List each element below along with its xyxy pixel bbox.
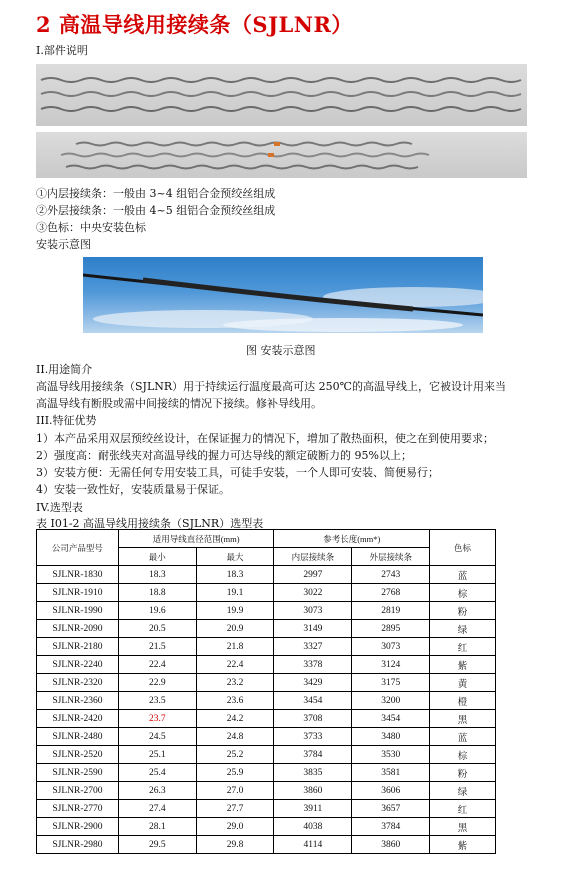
cell-model: SJLNR-2240 — [37, 656, 119, 674]
cell-min-diameter: 24.5 — [118, 728, 196, 746]
cell-outer-length: 3480 — [352, 728, 430, 746]
section-heading-selection: IV.选型表 — [36, 501, 83, 514]
cell-model: SJLNR-2090 — [37, 620, 119, 638]
cell-inner-length: 3911 — [274, 800, 352, 818]
cell-inner-length: 3454 — [274, 692, 352, 710]
cell-max-diameter: 29.8 — [196, 836, 274, 854]
cell-max-diameter: 25.2 — [196, 746, 274, 764]
cell-max-diameter: 19.9 — [196, 602, 274, 620]
header-model: 公司产品型号 — [37, 530, 119, 566]
table-row — [37, 584, 496, 602]
cell-model: SJLNR-2480 — [37, 728, 119, 746]
cell-inner-length: 4038 — [274, 818, 352, 836]
cell-outer-length: 3606 — [352, 782, 430, 800]
cell-max-diameter: 27.7 — [196, 800, 274, 818]
cell-max-diameter: 22.4 — [196, 656, 274, 674]
cell-outer-length: 3657 — [352, 800, 430, 818]
cell-max-diameter: 21.8 — [196, 638, 274, 656]
cell-model: SJLNR-2590 — [37, 764, 119, 782]
cell-max-diameter: 24.2 — [196, 710, 274, 728]
cell-min-diameter: 25.4 — [118, 764, 196, 782]
strands-illustration-2 — [36, 132, 527, 178]
table-row — [37, 728, 496, 746]
cell-model: SJLNR-2900 — [37, 818, 119, 836]
cell-min-diameter: 22.9 — [118, 674, 196, 692]
table-row — [37, 602, 496, 620]
cell-model: SJLNR-2320 — [37, 674, 119, 692]
cell-color-mark: 蓝 — [430, 728, 496, 746]
cell-color-mark: 红 — [430, 800, 496, 818]
header-outer: 外层接续条 — [352, 548, 430, 566]
figure-caption: 图 安装示意图 — [246, 344, 316, 357]
cell-min-diameter: 20.5 — [118, 620, 196, 638]
cell-min-diameter: 29.5 — [118, 836, 196, 854]
header-color-mark: 色标 — [430, 530, 496, 566]
cell-outer-length: 3073 — [352, 638, 430, 656]
cell-outer-length: 3860 — [352, 836, 430, 854]
cell-outer-length: 3200 — [352, 692, 430, 710]
cell-color-mark: 黄 — [430, 674, 496, 692]
cell-inner-length: 2997 — [274, 566, 352, 584]
cell-min-diameter: 21.5 — [118, 638, 196, 656]
cell-inner-length: 3860 — [274, 782, 352, 800]
table-row — [37, 836, 496, 854]
section-heading-usage: II.用途简介 — [36, 363, 93, 376]
cell-max-diameter: 20.9 — [196, 620, 274, 638]
part-item-1: ①内层接续条：一般由 3~4 组铝合金预绞丝组成 — [36, 187, 276, 200]
cell-color-mark: 粉 — [430, 764, 496, 782]
cell-min-diameter: 26.3 — [118, 782, 196, 800]
selection-table — [36, 529, 496, 854]
cell-inner-length: 3022 — [274, 584, 352, 602]
feature-item-3: 3）安装方便：无需任何专用安装工具，可徒手安装，一个人即可安装、简便易行； — [36, 466, 439, 479]
cell-model: SJLNR-2700 — [37, 782, 119, 800]
cell-min-diameter: 27.4 — [118, 800, 196, 818]
parts-photo-1 — [36, 64, 527, 126]
installed-conductor-illustration — [83, 257, 483, 333]
table-row — [37, 566, 496, 584]
cell-max-diameter: 18.3 — [196, 566, 274, 584]
cell-color-mark: 绿 — [430, 620, 496, 638]
part-item-2: ②外层接续条：一般由 4~5 组铝合金预绞丝组成 — [36, 204, 276, 217]
cell-color-mark: 粉 — [430, 602, 496, 620]
cell-inner-length: 3327 — [274, 638, 352, 656]
table-row — [37, 620, 496, 638]
install-diagram-label: 安装示意图 — [36, 238, 91, 251]
cell-min-diameter: 28.1 — [118, 818, 196, 836]
cell-model: SJLNR-1910 — [37, 584, 119, 602]
cell-inner-length: 3429 — [274, 674, 352, 692]
cell-min-diameter: 23.5 — [118, 692, 196, 710]
cell-min-diameter: 18.3 — [118, 566, 196, 584]
cell-color-mark: 绿 — [430, 782, 496, 800]
cell-model: SJLNR-2420 — [37, 710, 119, 728]
cell-color-mark: 红 — [430, 638, 496, 656]
cell-max-diameter: 25.9 — [196, 764, 274, 782]
usage-text-1: 高温导线用接续条（SJLNR）用于持续运行温度最高可达 250℃的高温导线上，它被设计用来当 — [36, 380, 506, 393]
part-item-3: ③色标：中央安装色标 — [36, 221, 146, 234]
cell-max-diameter: 23.2 — [196, 674, 274, 692]
section-heading-parts: I.部件说明 — [36, 44, 88, 57]
header-inner: 内层接续条 — [274, 548, 352, 566]
cell-outer-length: 2819 — [352, 602, 430, 620]
cell-inner-length: 3733 — [274, 728, 352, 746]
cell-model: SJLNR-1830 — [37, 566, 119, 584]
cell-color-mark: 棕 — [430, 584, 496, 602]
table-caption: 表 I01-2 高温导线用接续条（SJLNR）选型表 — [36, 517, 264, 530]
cell-outer-length: 3784 — [352, 818, 430, 836]
table-row — [37, 818, 496, 836]
cell-outer-length: 3124 — [352, 656, 430, 674]
cell-min-diameter: 19.6 — [118, 602, 196, 620]
table-row — [37, 656, 496, 674]
cell-outer-length: 2768 — [352, 584, 430, 602]
section-heading-features: III.特征优势 — [36, 414, 97, 427]
table-row — [37, 638, 496, 656]
cell-inner-length: 4114 — [274, 836, 352, 854]
table-row — [37, 764, 496, 782]
cell-inner-length: 3378 — [274, 656, 352, 674]
cell-outer-length: 3454 — [352, 710, 430, 728]
cell-min-diameter: 18.8 — [118, 584, 196, 602]
header-reference-length: 参考长度(mm*) — [274, 530, 430, 548]
cell-outer-length: 3530 — [352, 746, 430, 764]
cell-model: SJLNR-2770 — [37, 800, 119, 818]
cell-max-diameter: 23.6 — [196, 692, 274, 710]
cell-model: SJLNR-2360 — [37, 692, 119, 710]
cell-model: SJLNR-2980 — [37, 836, 119, 854]
cell-max-diameter: 24.8 — [196, 728, 274, 746]
table-row — [37, 692, 496, 710]
parts-photo-2 — [36, 132, 527, 178]
strands-illustration — [36, 64, 527, 126]
cell-min-diameter: 23.7 — [118, 710, 196, 728]
page-title: 2 高温导线用接续条（SJLNR） — [36, 12, 353, 37]
usage-text-2: 高温导线有断股或需中间接续的情况下接续。修补导线用。 — [36, 397, 322, 410]
cell-inner-length: 3073 — [274, 602, 352, 620]
cell-inner-length: 3708 — [274, 710, 352, 728]
table-row — [37, 800, 496, 818]
cell-color-mark: 蓝 — [430, 566, 496, 584]
feature-item-4: 4）安装一致性好，安装质量易于保证。 — [36, 483, 230, 496]
cell-color-mark: 紫 — [430, 656, 496, 674]
cell-min-diameter: 22.4 — [118, 656, 196, 674]
feature-item-2: 2）强度高：耐张线夹对高温导线的握力可达导线的额定破断力的 95%以上； — [36, 449, 412, 462]
cell-max-diameter: 19.1 — [196, 584, 274, 602]
cell-color-mark: 黑 — [430, 818, 496, 836]
cell-outer-length: 3175 — [352, 674, 430, 692]
cell-max-diameter: 29.0 — [196, 818, 274, 836]
cell-outer-length: 2895 — [352, 620, 430, 638]
table-row — [37, 782, 496, 800]
header-diameter-range: 适用导线直径范围(mm) — [118, 530, 274, 548]
cell-inner-length: 3835 — [274, 764, 352, 782]
cell-color-mark: 棕 — [430, 746, 496, 764]
install-photo — [83, 257, 483, 333]
cell-inner-length: 3784 — [274, 746, 352, 764]
cell-model: SJLNR-2180 — [37, 638, 119, 656]
cell-outer-length: 2743 — [352, 566, 430, 584]
table-row — [37, 746, 496, 764]
cell-model: SJLNR-1990 — [37, 602, 119, 620]
cell-inner-length: 3149 — [274, 620, 352, 638]
cell-min-diameter: 25.1 — [118, 746, 196, 764]
cell-color-mark: 紫 — [430, 836, 496, 854]
cell-outer-length: 3581 — [352, 764, 430, 782]
header-max: 最大 — [196, 548, 274, 566]
cell-color-mark: 黑 — [430, 710, 496, 728]
cell-max-diameter: 27.0 — [196, 782, 274, 800]
table-row — [37, 674, 496, 692]
feature-item-1: 1）本产品采用双层预绞丝设计，在保证握力的情况下，增加了散热面积，使之在到使用要求； — [36, 432, 494, 445]
cell-model: SJLNR-2520 — [37, 746, 119, 764]
header-min: 最小 — [118, 548, 196, 566]
table-row — [37, 710, 496, 728]
cell-color-mark: 橙 — [430, 692, 496, 710]
